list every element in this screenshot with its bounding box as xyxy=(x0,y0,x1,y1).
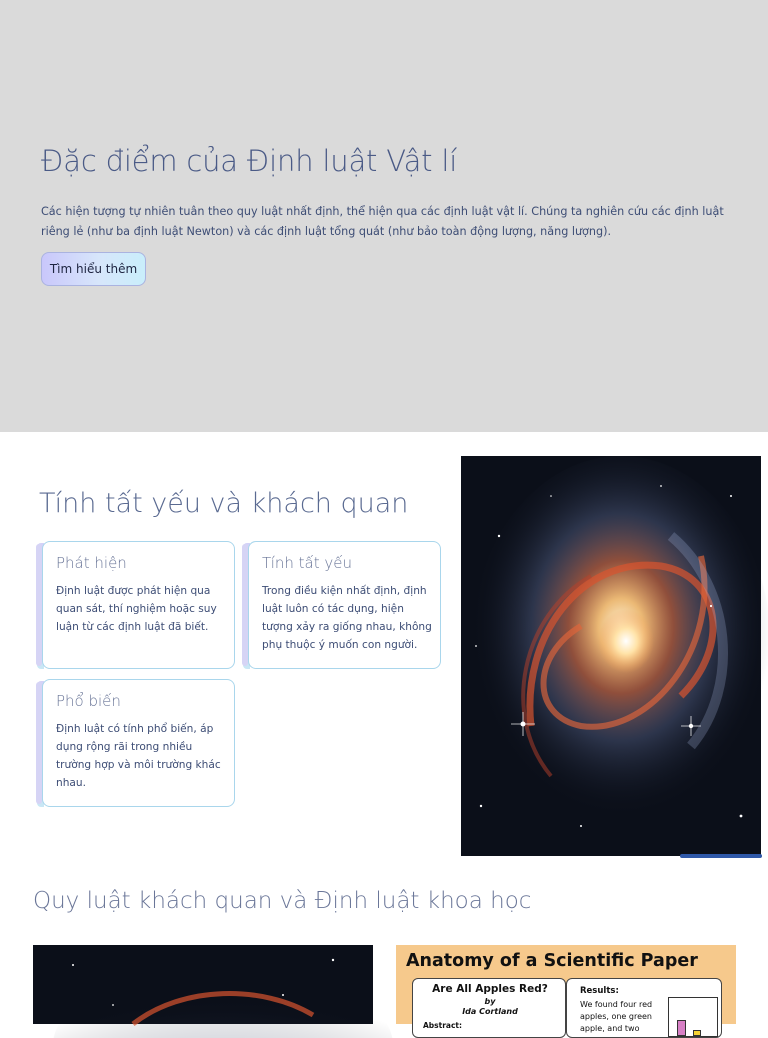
card-necessity xyxy=(248,541,441,669)
paper-results-title: Results: xyxy=(580,986,619,996)
paper-mini-bar xyxy=(677,1020,686,1036)
card-universality xyxy=(42,679,235,807)
card-body: Trong điều kiện nhất định, định luật luôn có tác dụng, hiện tượng xảy ra giống nhau, không phụ thuộc ý muốn con người. xyxy=(262,585,432,651)
card-title: Phổ biến xyxy=(56,692,121,710)
card-title: Tính tất yếu xyxy=(262,554,352,572)
paper-results-text: We found four red apples, one green apple, and two xyxy=(580,1000,653,1033)
card-discovery xyxy=(42,541,235,669)
section-title-necessity: Tính tất yếu và khách quan xyxy=(39,488,409,519)
paper-mini-chart xyxy=(668,997,718,1037)
hero-description: Các hiện tượng tự nhiên tuân theo quy luật nhất định, thể hiện qua các định luật vật lí. Chúng ta nghiên cứu các định luật riêng lẻ (như ba định luật Newton) và các định luật tổng quát (như bảo toàn động lượng, năng lượng). xyxy=(41,205,724,238)
hero-title: Đặc điểm của Định luật Vật lí xyxy=(41,144,458,178)
paper-left-title: Are All Apples Red? xyxy=(432,983,548,995)
learn-more-button[interactable]: Tìm hiểu thêm xyxy=(41,252,146,286)
hero-section xyxy=(0,0,768,432)
image-underline-accent xyxy=(680,854,762,858)
scientific-paper-image xyxy=(396,945,736,1033)
card-body: Định luật có tính phổ biến, áp dụng rộng rãi trong nhiều trường hợp và môi trường khác nhau. xyxy=(56,723,221,789)
section-title-objective-laws: Quy luật khách quan và Định luật khoa học xyxy=(33,888,532,914)
paper-author: Ida Cortland xyxy=(462,1007,518,1016)
card-title: Phát hiện xyxy=(56,554,127,572)
card-body: Định luật được phát hiện qua quan sát, thí nghiệm hoặc suy luận từ các định luật đã biết. xyxy=(56,585,217,633)
galaxy-image xyxy=(461,456,761,856)
paper-right-panel xyxy=(566,978,722,1038)
paper-image-title: Anatomy of a Scientific Paper xyxy=(406,951,698,971)
paper-by: by xyxy=(484,997,496,1006)
paper-mini-bar xyxy=(693,1030,701,1036)
paper-left-panel xyxy=(412,978,566,1038)
galaxy-image-2 xyxy=(33,945,373,1024)
paper-abstract-label: Abstract: xyxy=(423,1021,463,1030)
